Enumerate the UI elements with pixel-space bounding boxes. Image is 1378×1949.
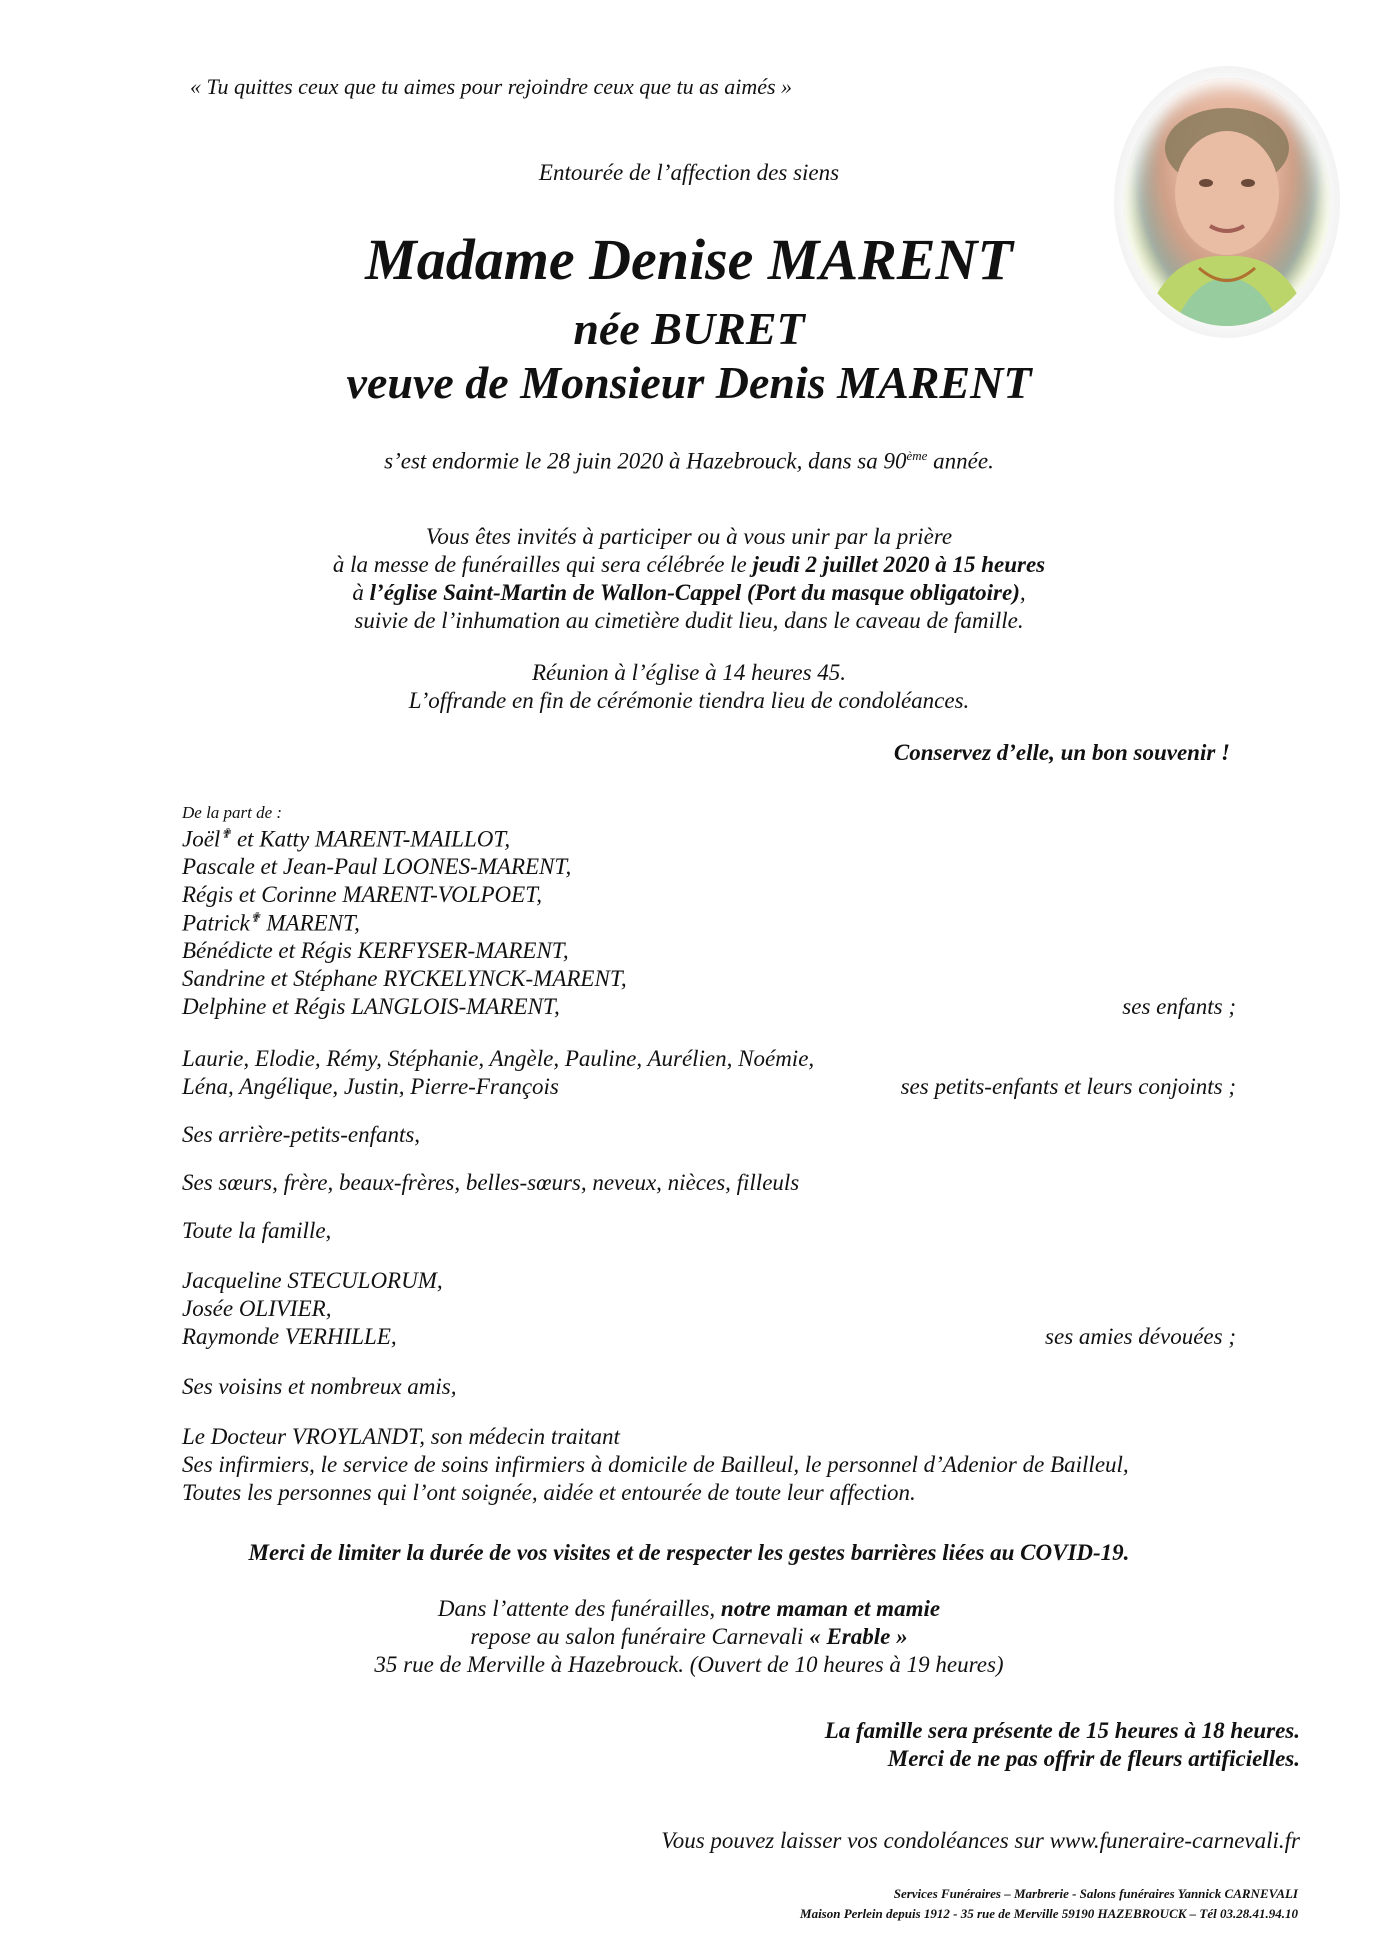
condolences-link[interactable]: Vous pouvez laisser vos condoléances sur www.funeraire-carnevali.fr [661,1828,1300,1853]
no-flowers: Merci de ne pas offrir de fleurs artificielles. [887,1746,1300,1771]
grandchildren-role: ses petits-enfants et leurs conjoints ; [900,1074,1236,1099]
offering-note: L’offrande en fin de cérémonie tiendra lieu de condoléances. [408,688,970,713]
carer-line: Le Docteur VROYLANDT, son médecin traitant [182,1424,620,1449]
meeting-time: Réunion à l’église à 14 heures 45. [531,660,847,685]
rest-line-3: 35 rue de Merville à Hazebrouck. (Ouvert de 10 heures à 19 heures) [374,1652,1004,1677]
cross-icon: ✟ [220,826,232,841]
portrait-frame [1114,66,1340,338]
family-presence: La famille sera présente de 15 heures à 18 heures. [824,1718,1300,1743]
covid-notice: Merci de limiter la durée de vos visites et de respecter les gestes barrières liées au COVID-19. [248,1540,1130,1565]
rest-bold: notre maman et mamie [720,1596,941,1621]
child-entry: Pascale et Jean-Paul LOONES-MARENT, [182,854,572,879]
keep-memory: Conservez d’elle, un bon souvenir ! [893,740,1230,765]
from-label: De la part de : [182,803,283,822]
church-location: l’église Saint-Martin de Wallon-Cappel (Port du masque obligatoire) [369,580,1020,605]
neighbours: Ses voisins et nombreux amis, [182,1374,457,1399]
friend-entry: Josée OLIVIER, [182,1296,332,1321]
death-text-end: année. [927,448,994,474]
rest-line-1 [0,1596,1378,1622]
intro-line: Entourée de l’affection des siens [538,160,840,185]
death-statement [0,448,1378,475]
rest-line-2 [0,1624,1378,1650]
child-entry: Bénédicte et Régis KERFYSER-MARENT, [182,938,569,963]
mass-date: jeudi 2 juillet 2020 à 15 heures [752,552,1046,577]
friends-role: ses amies dévouées ; [1045,1324,1236,1349]
grandchildren-line-2: Léna, Angélique, Justin, Pierre-François [182,1074,559,1099]
child-entry: Delphine et Régis LANGLOIS-MARENT, [182,994,560,1019]
footer-line-2: Maison Perlein depuis 1912 - 35 rue de Merville 59190 HAZEBROUCK – Tél 03.28.41.94.10 [800,1906,1298,1921]
cross-icon: ✟ [249,910,261,925]
grandchildren-line-1: Laurie, Elodie, Rémy, Stéphanie, Angèle, Pauline, Aurélien, Noémie, [182,1046,815,1071]
widow-of: veuve de Monsieur Denis MARENT [346,357,1032,408]
child-entry: Patrick✟ MARENT, [182,910,360,936]
ordinal-suffix: ème [906,448,928,463]
child-entry: Joël✟ et Katty MARENT-MAILLOT, [182,826,511,852]
salon-name: « Erable » [809,1624,908,1649]
rest-text: Dans l’attente des funérailles, [437,1596,721,1621]
great-grandchildren: Ses arrière-petits-enfants, [182,1122,421,1147]
invitation-line-4: suivie de l’inhumation au cimetière dudit lieu, dans le caveau de famille. [354,608,1024,633]
maiden-name: née BURET [573,303,805,354]
invitation-line-3 [0,580,1378,606]
death-text: s’est endormie le 28 juin 2020 à Hazebrouck, dans sa 90 [384,448,907,474]
child-entry: Régis et Corinne MARENT-VOLPOET, [182,882,543,907]
footer-line-1: Services Funéraires – Marbrerie - Salons funéraires Yannick CARNEVALI [893,1886,1298,1901]
siblings: Ses sœurs, frère, beaux-frères, belles-sœurs, neveux, nièces, filleuls [182,1170,800,1195]
deceased-name: Madame Denise MARENT [365,227,1013,292]
invitation-punct: , [1019,580,1026,605]
children-role: ses enfants ; [1122,994,1236,1019]
invitation-text: à la messe de funérailles qui sera célébrée le [332,552,753,577]
whole-family: Toute la famille, [182,1218,332,1243]
rest-text: repose au salon funéraire Carnevali [470,1624,810,1649]
friend-entry: Jacqueline STECULORUM, [182,1268,443,1293]
epitaph-quote: « Tu quittes ceux que tu aimes pour rejoindre ceux que tu as aimés » [190,74,793,99]
invitation-line-2 [0,552,1378,578]
carer-line: Toutes les personnes qui l’ont soignée, aidée et entourée de toute leur affection. [182,1480,916,1505]
invitation-line-1: Vous êtes invités à participer ou à vous unir par la prière [425,524,953,549]
child-entry: Sandrine et Stéphane RYCKELYNCK-MARENT, [182,966,627,991]
carer-line: Ses infirmiers, le service de soins infirmiers à domicile de Bailleul, le personnel d’Adenior de Bailleul, [182,1452,1129,1477]
friend-entry: Raymonde VERHILLE, [182,1324,397,1349]
invitation-text: à [352,580,370,605]
